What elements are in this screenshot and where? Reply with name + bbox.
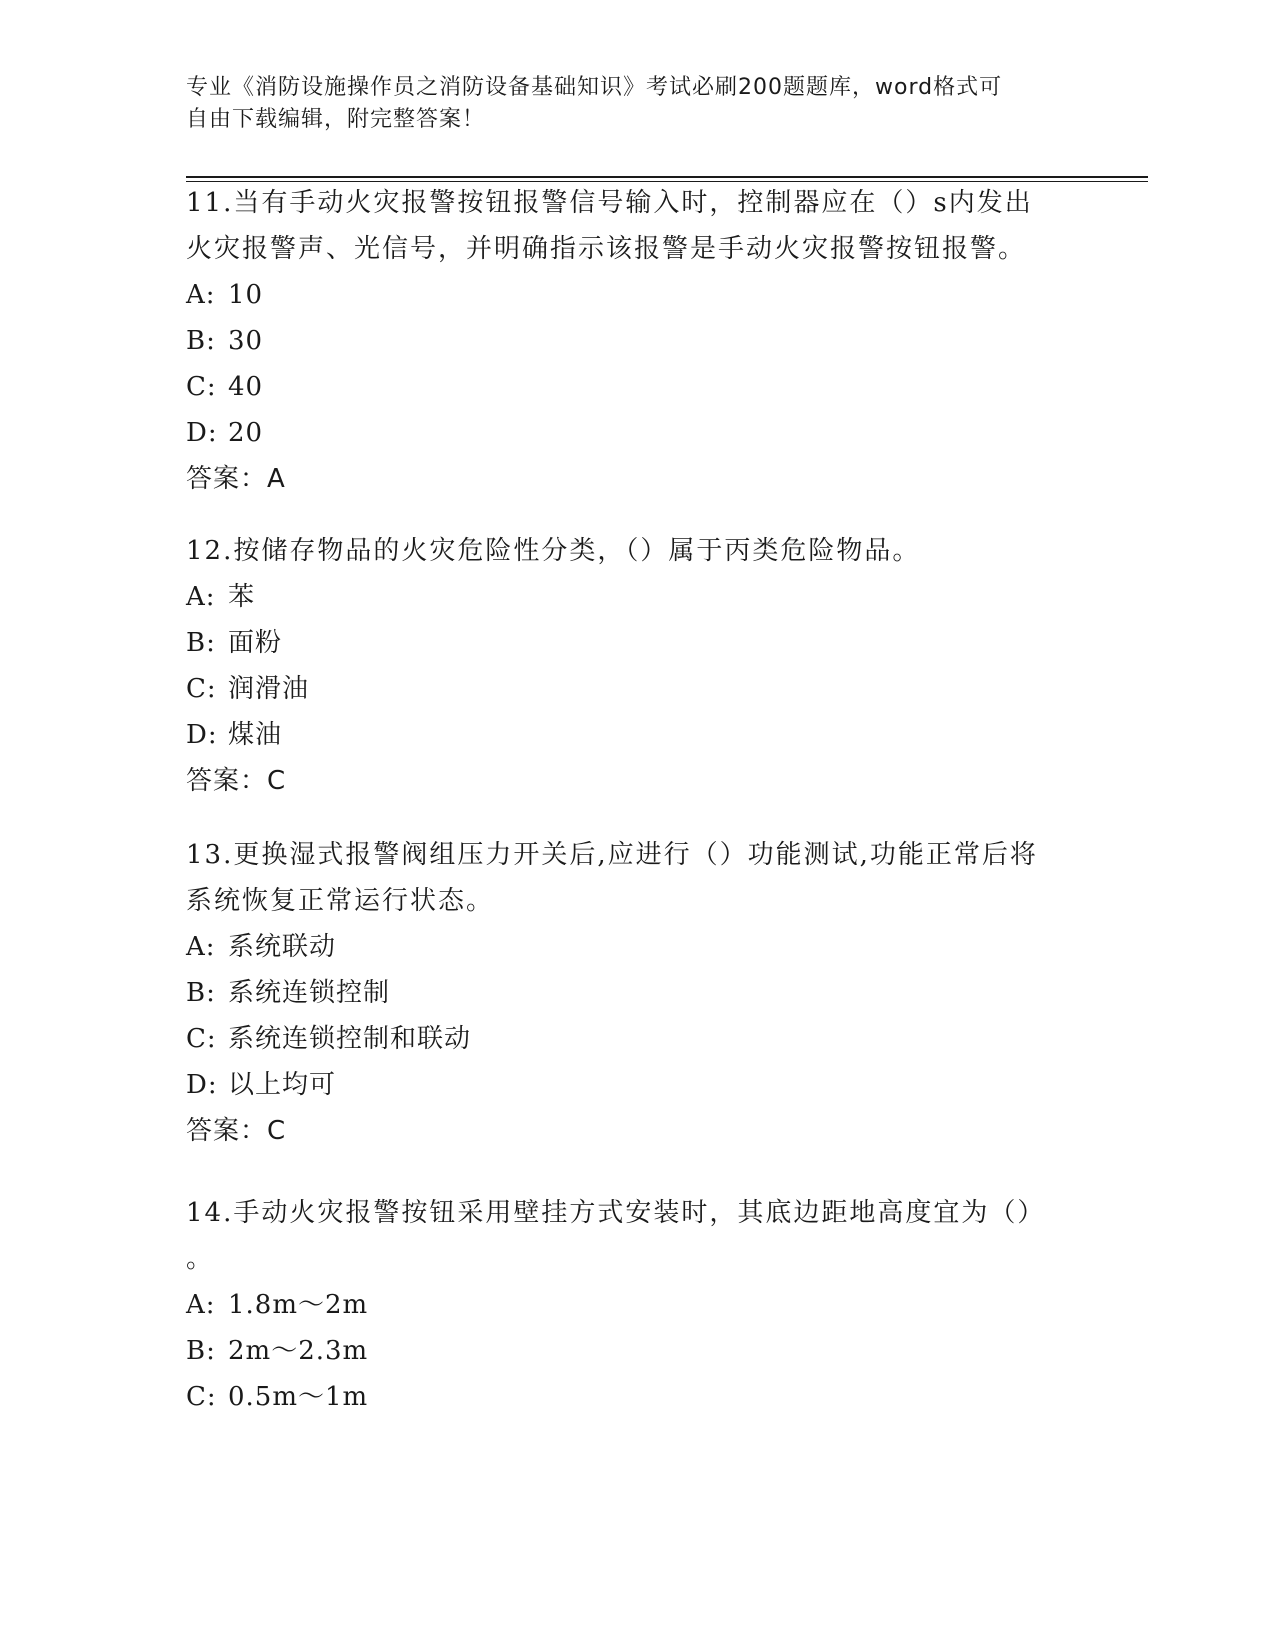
option-key: B: [186,628,216,658]
option-key: A: [186,280,216,310]
option-d [186,712,1086,758]
option-key: B: [186,1336,216,1366]
option-key: D: [186,418,218,448]
question-stem-line: 12.按储存物品的火灾危险性分类，（）属于丙类危险物品。 [186,536,921,566]
option-text: 苯 [228,582,256,612]
option-key: A: [186,932,216,962]
option-key: A: [186,1290,216,1320]
question-13 [186,832,1086,1154]
option-text: 20 [228,418,264,448]
option-text: 0.5m～1m [228,1382,369,1412]
option-d [186,410,1086,456]
answer-line: 答案：A [186,464,286,494]
question-stem-line: 11.当有手动火灾报警按钮报警信号输入时，控制器应在（）s内发出 [186,188,1033,218]
document-header [186,72,1066,136]
answer-line: 答案：C [186,766,287,796]
option-key: C: [186,372,217,402]
option-b [186,620,1086,666]
option-d [186,1062,1086,1108]
question-14 [186,1190,1086,1420]
question-12 [186,528,1086,804]
option-a [186,924,1086,970]
option-text: 10 [228,280,264,310]
option-text: 40 [228,372,264,402]
option-a [186,272,1086,318]
question-stem-line: 系统恢复正常运行状态。 [186,886,495,916]
option-text: 30 [228,326,264,356]
question-stem-line: 。 [186,1244,215,1274]
question-stem-line: 13.更换湿式报警阀组压力开关后,应进行（）功能测试,功能正常后将 [186,840,1038,870]
option-text: 系统连锁控制和联动 [228,1024,472,1054]
option-key: D: [186,1070,218,1100]
option-text: 面粉 [228,628,283,658]
option-text: 2m～2.3m [228,1336,369,1366]
option-b [186,970,1086,1016]
question-stem-line: 火灾报警声、光信号，并明确指示该报警是手动火灾报警按钮报警。 [186,234,1027,264]
option-b [186,1328,1086,1374]
option-text: 系统联动 [228,932,337,962]
option-text: 1.8m～2m [228,1290,369,1320]
option-text: 以上均可 [228,1070,337,1100]
option-text: 煤油 [228,720,283,750]
option-text: 润滑油 [228,674,310,704]
header-line-1: 专业《消防设施操作员之消防设备基础知识》考试必刷200题题库，word格式可 [186,75,1003,100]
option-c [186,364,1086,410]
option-c [186,1016,1086,1062]
option-a [186,574,1086,620]
option-a [186,1282,1086,1328]
option-key: B: [186,978,216,1008]
option-key: C: [186,1024,217,1054]
answer-line: 答案：C [186,1116,287,1146]
header-divider-thick [186,176,1148,178]
option-text: 系统连锁控制 [228,978,391,1008]
question-stem-line: 14.手动火灾报警按钮采用壁挂方式安装时，其底边距地高度宜为（） [186,1198,1046,1228]
question-11 [186,180,1086,502]
option-key: B: [186,326,216,356]
option-c [186,1374,1086,1420]
header-line-2: 自由下载编辑，附完整答案！ [186,107,486,132]
option-b [186,318,1086,364]
option-c [186,666,1086,712]
option-key: A: [186,582,216,612]
option-key: C: [186,1382,217,1412]
option-key: D: [186,720,218,750]
option-key: C: [186,674,217,704]
